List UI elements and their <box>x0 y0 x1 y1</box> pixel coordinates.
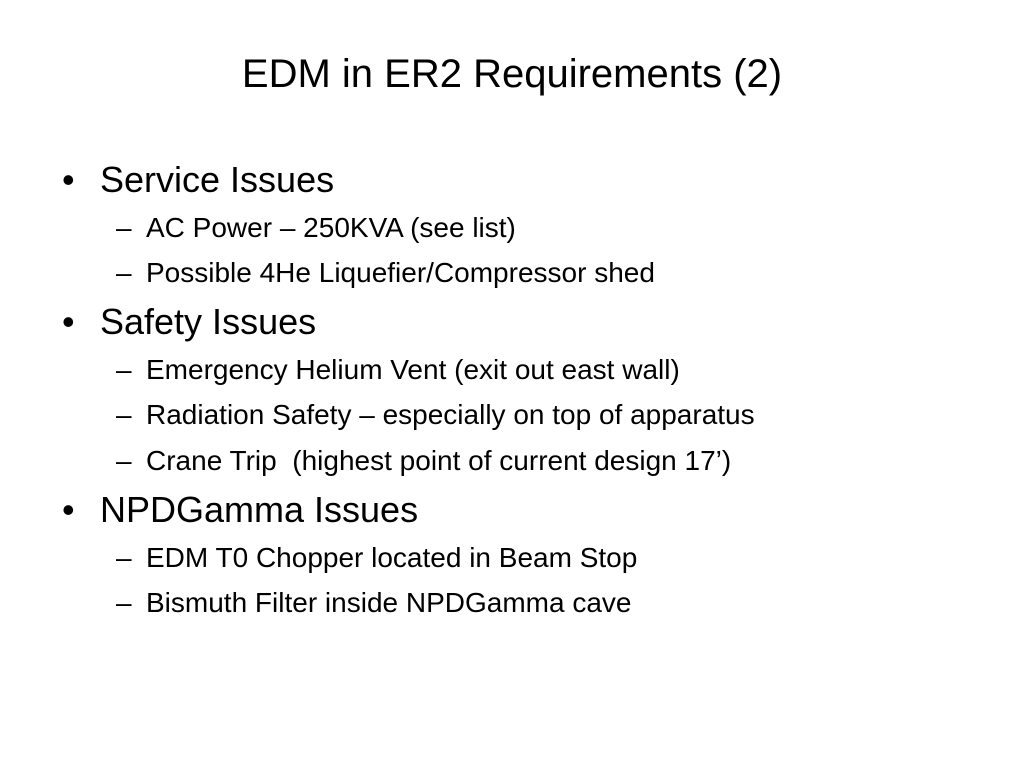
sub-bullet-marker: – <box>116 445 132 476</box>
bullet-heading: Safety Issues <box>100 301 317 342</box>
bullet-heading: NPDGamma Issues <box>100 489 419 530</box>
bullet-marker: • <box>62 159 75 200</box>
sub-bullet-marker: – <box>116 399 132 430</box>
sub-bullet-marker: – <box>116 542 132 573</box>
bullet-marker: • <box>62 301 75 342</box>
sub-bullet-text: Bismuth Filter inside NPDGamma cave <box>146 587 632 618</box>
sub-bullet-text: EDM T0 Chopper located in Beam Stop <box>146 542 638 573</box>
sub-bullet-marker: – <box>116 587 132 618</box>
sub-bullet-text: AC Power – 250KVA (see list) <box>146 212 516 243</box>
bullet-heading: Service Issues <box>100 159 335 200</box>
bullet-marker: • <box>62 489 75 530</box>
sub-bullet-marker: – <box>116 354 132 385</box>
sub-bullet-marker: – <box>116 212 132 243</box>
sub-bullet-text: Radiation Safety – especially on top of apparatus <box>146 399 755 430</box>
sub-bullet-text: Emergency Helium Vent (exit out east wall) <box>146 354 680 385</box>
sub-bullet-text: Crane Trip (highest point of current design 17’) <box>146 445 732 476</box>
slide-title: EDM in ER2 Requirements (2) <box>241 52 783 96</box>
sub-bullet-marker: – <box>116 257 132 288</box>
sub-bullet-text: Possible 4He Liquefier/Compressor shed <box>146 257 655 288</box>
